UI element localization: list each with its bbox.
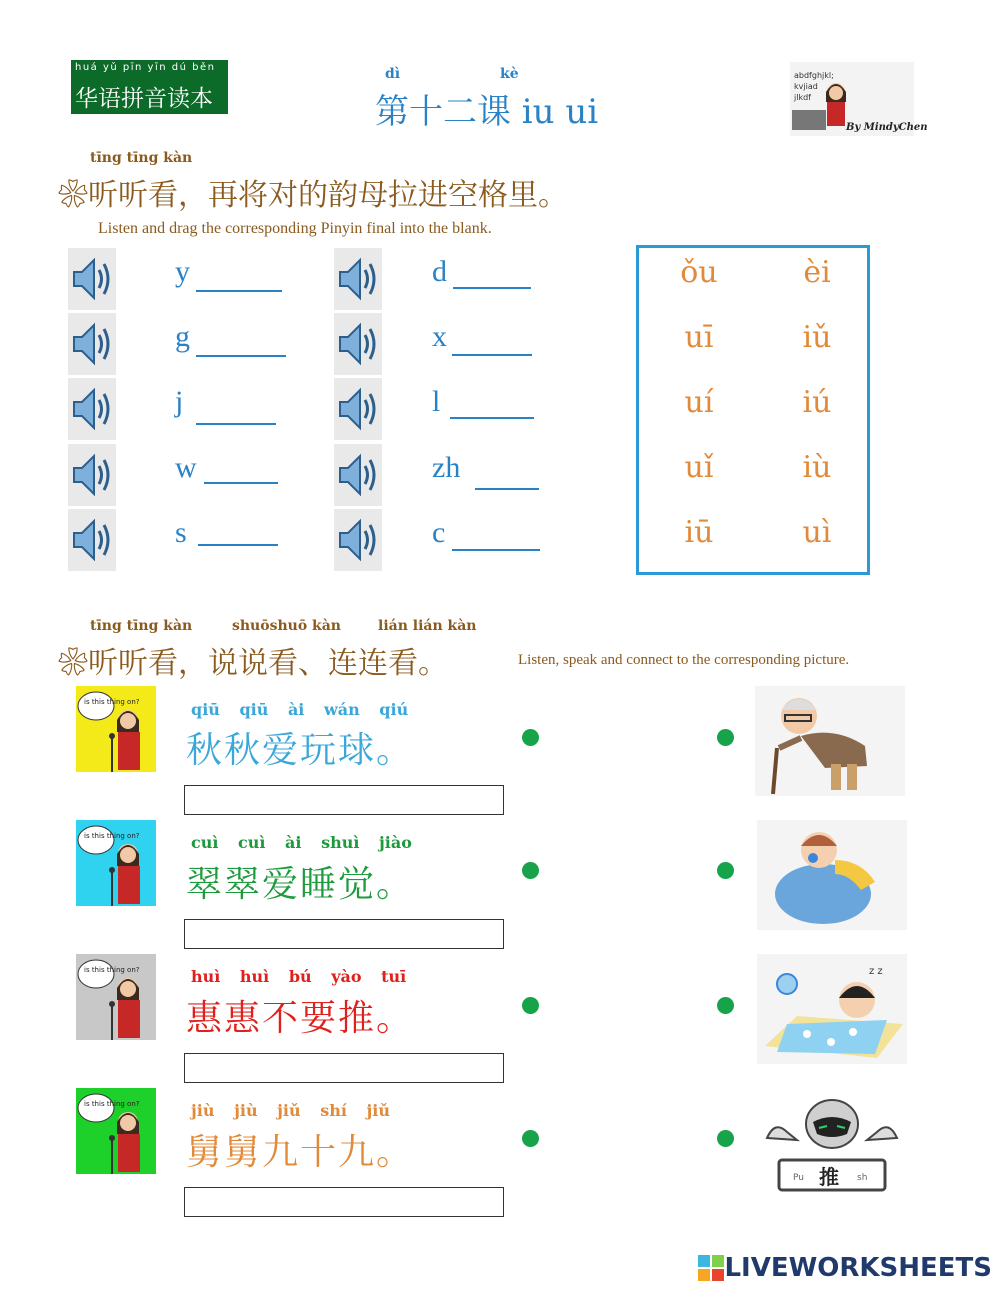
final-option[interactable]: èi bbox=[803, 255, 831, 290]
speaker-icon[interactable] bbox=[334, 444, 382, 506]
lesson-pinyin-ke: kè bbox=[500, 66, 519, 82]
author-name: By MindyChen bbox=[846, 122, 928, 133]
svg-text:kvjiad: kvjiad bbox=[794, 82, 818, 91]
svg-text:is this thing on?: is this thing on? bbox=[84, 966, 140, 974]
book-pinyin: huá yǔ pīn yīn dú běn bbox=[75, 62, 216, 73]
speaker-avatar[interactable] bbox=[76, 820, 156, 906]
drop-blank[interactable] bbox=[196, 290, 282, 292]
sentence-pinyin: huì huì bú yào tuī bbox=[191, 967, 407, 986]
drop-blank[interactable] bbox=[475, 488, 539, 490]
speaker-avatar[interactable] bbox=[76, 1088, 156, 1174]
speaker-icon[interactable] bbox=[68, 248, 116, 310]
svg-text:推: 推 bbox=[819, 1165, 839, 1189]
s1-title-pinyin: tīng tīng kàn bbox=[90, 150, 193, 166]
drop-blank[interactable] bbox=[453, 287, 531, 289]
lesson-pinyin-di: dì bbox=[385, 66, 401, 82]
s1-title: ❀听听看，再将对的韵母拉进空格里。 bbox=[58, 178, 568, 213]
final-option[interactable]: iù bbox=[802, 450, 832, 485]
svg-text:z z: z z bbox=[869, 966, 883, 977]
initial-label: j bbox=[175, 385, 184, 418]
sentence-pinyin: jiù jiù jiǔ shí jiǔ bbox=[191, 1101, 390, 1120]
brand-text: LIVEWORKSHEETS bbox=[724, 1253, 992, 1283]
s1-subtitle: Listen and drag the corresponding Pinyin final into the blank. bbox=[98, 220, 492, 237]
s2-title-pinyin-1: tīng tīng kàn bbox=[90, 618, 193, 634]
drop-blank[interactable] bbox=[452, 354, 532, 356]
sentence-pinyin: qiū qiū ài wán qiú bbox=[191, 700, 409, 719]
connect-dot-right[interactable] bbox=[717, 729, 734, 746]
speaker-icon[interactable] bbox=[68, 313, 116, 375]
liveworksheets-mark-icon bbox=[698, 1255, 724, 1281]
book-badge bbox=[71, 60, 228, 114]
initial-label: g bbox=[175, 320, 190, 353]
svg-text:is this thing on?: is this thing on? bbox=[84, 1100, 140, 1108]
initial-label: w bbox=[175, 451, 197, 484]
speaker-icon[interactable] bbox=[334, 248, 382, 310]
speaker-icon[interactable] bbox=[334, 509, 382, 571]
svg-text:is this thing on?: is this thing on? bbox=[84, 832, 140, 840]
answer-input[interactable] bbox=[184, 1053, 504, 1083]
final-option[interactable]: ǒu bbox=[680, 255, 718, 290]
connect-dot-right[interactable] bbox=[717, 997, 734, 1014]
connect-dot-left[interactable] bbox=[522, 729, 539, 746]
answer-input[interactable] bbox=[184, 919, 504, 949]
svg-text:is this thing on?: is this thing on? bbox=[84, 698, 140, 706]
book-title: 华语拼音读本 bbox=[75, 86, 213, 112]
lesson-title: 第十二课 iu ui bbox=[375, 92, 599, 132]
baby-ball-picture bbox=[757, 820, 907, 930]
sentence-text: 秋秋爱玩球。 bbox=[186, 730, 415, 771]
speaker-icon[interactable] bbox=[334, 313, 382, 375]
final-option[interactable]: iú bbox=[802, 385, 832, 420]
speaker-icon[interactable] bbox=[68, 444, 116, 506]
initial-label: d bbox=[432, 255, 447, 288]
final-option[interactable]: uì bbox=[802, 515, 832, 550]
connect-dot-left[interactable] bbox=[522, 862, 539, 879]
s2-title-pinyin-2: shuōshuō kàn bbox=[232, 618, 341, 634]
svg-text:abdfghjkl;: abdfghjkl; bbox=[794, 71, 834, 80]
speaker-icon[interactable] bbox=[334, 378, 382, 440]
connect-dot-left[interactable] bbox=[522, 997, 539, 1014]
drop-blank[interactable] bbox=[452, 549, 540, 551]
push-robot-picture bbox=[757, 1088, 907, 1198]
author-logo bbox=[790, 62, 928, 136]
final-option[interactable]: iū bbox=[684, 515, 714, 550]
sentence-text: 舅舅九十九。 bbox=[186, 1132, 415, 1173]
s2-title-pinyin-3: lián lián kàn bbox=[378, 618, 477, 634]
svg-text:jlkdf: jlkdf bbox=[794, 93, 811, 102]
drop-blank[interactable] bbox=[450, 417, 534, 419]
final-option[interactable]: uī bbox=[684, 320, 714, 355]
liveworksheets-logo bbox=[698, 1253, 992, 1283]
drop-blank[interactable] bbox=[196, 355, 286, 357]
svg-text:Pu: Pu bbox=[793, 1173, 804, 1183]
old-man-picture bbox=[755, 686, 905, 796]
answer-input[interactable] bbox=[184, 1187, 504, 1217]
initial-label: c bbox=[432, 516, 446, 549]
drop-blank[interactable] bbox=[204, 482, 278, 484]
initial-label: y bbox=[175, 255, 190, 288]
initial-label: l bbox=[432, 385, 441, 418]
sentence-text: 翠翠爱睡觉。 bbox=[186, 864, 415, 905]
answer-input[interactable] bbox=[184, 785, 504, 815]
sentence-pinyin: cuì cuì ài shuì jiào bbox=[191, 833, 412, 852]
drop-blank[interactable] bbox=[196, 423, 276, 425]
connect-dot-right[interactable] bbox=[717, 1130, 734, 1147]
speaker-avatar[interactable] bbox=[76, 686, 156, 772]
speaker-avatar[interactable] bbox=[76, 954, 156, 1040]
sleeping-girl-picture bbox=[757, 954, 907, 1064]
s2-title: ❀听听看，说说看、连连看。 bbox=[58, 646, 448, 681]
speaker-icon[interactable] bbox=[68, 378, 116, 440]
connect-dot-left[interactable] bbox=[522, 1130, 539, 1147]
initial-label: x bbox=[432, 320, 447, 353]
sentence-text: 惠惠不要推。 bbox=[186, 998, 415, 1039]
final-option[interactable]: iǔ bbox=[802, 320, 832, 355]
svg-text:sh: sh bbox=[857, 1173, 868, 1183]
initial-label: s bbox=[175, 516, 187, 549]
drop-blank[interactable] bbox=[198, 544, 278, 546]
connect-dot-right[interactable] bbox=[717, 862, 734, 879]
final-option[interactable]: uí bbox=[684, 385, 714, 420]
final-option[interactable]: uǐ bbox=[684, 450, 714, 485]
initial-label: zh bbox=[432, 451, 461, 484]
speaker-icon[interactable] bbox=[68, 509, 116, 571]
s2-subtitle: Listen, speak and connect to the corresponding picture. bbox=[518, 652, 850, 668]
